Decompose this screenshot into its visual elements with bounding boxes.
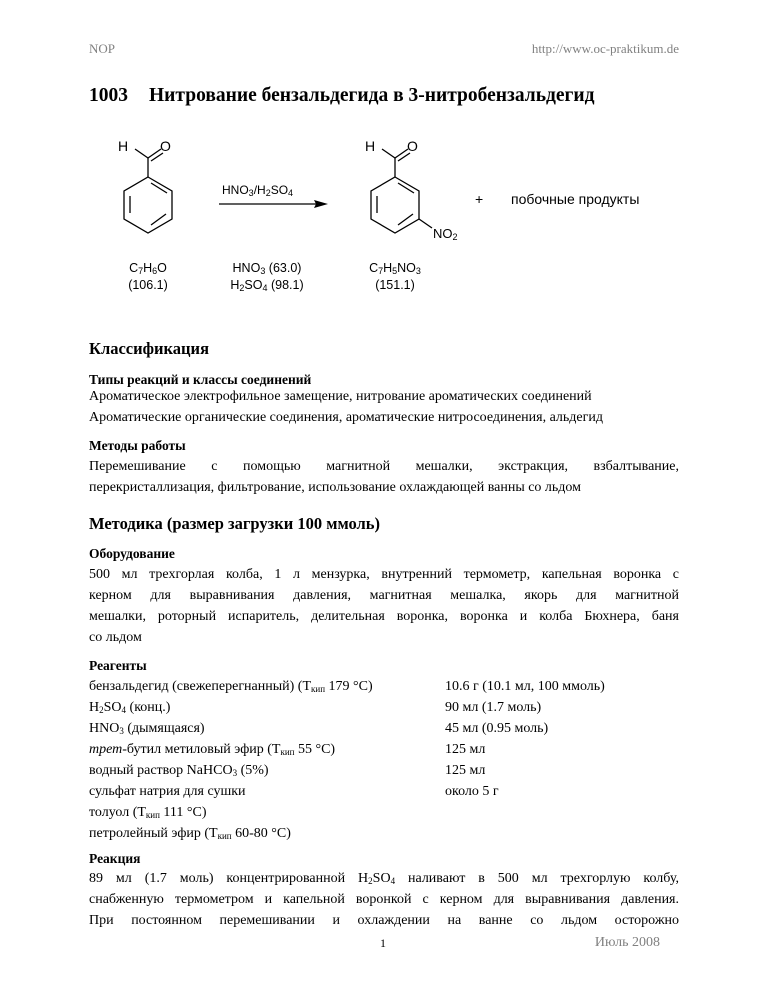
reagent-name: водный раствор NaHCO$_3$ (5%) <box>89 763 269 778</box>
arrow-head <box>314 200 328 208</box>
reagent-name: трет-бутил метиловый эфир ($T_{кип}$ 55 °C) <box>89 742 336 757</box>
procedure-heading: Методика (размер загрузки 100 ммоль) <box>89 514 381 533</box>
reagent-masses: $HNO_3$ (63.0) $H_2SO_4$ (98.1) <box>230 261 304 293</box>
equipment-line-4: со льдом <box>89 630 142 645</box>
reagent-amount: 45 мл (0.95 моль) <box>445 721 549 736</box>
page-number: 1 <box>380 936 386 950</box>
reagent-amount: 10.6 г (10.1 мл, 100 ммоль) <box>445 679 605 694</box>
equipment-line-3: мешалки, роторный испаритель, делительная воронка, воронка и колба Бюхнера, баня <box>89 609 679 624</box>
methods-heading: Методы работы <box>89 438 186 453</box>
product-h-label: H <box>365 138 376 154</box>
reactant-o-label: O <box>160 138 171 154</box>
reagent-name: $HNO_3$ (дымящаяся) <box>89 721 205 736</box>
plus-sign: + <box>475 191 484 207</box>
reagent-name: сульфат натрия для сушки <box>89 784 246 799</box>
reactant-formula: $C_7H_6O$ (106.1) <box>128 261 168 292</box>
product-o-label: O <box>407 138 418 154</box>
reaction-line-2: снабженную термометром и капельной воронкой с керном для выравнивания давления. <box>89 892 679 907</box>
reagent-name: толуол ($T_{кип}$ 111 °C) <box>89 805 207 820</box>
equipment-line-1: 500 мл трехгорлая колба, 1 л мензурка, внутренний термометр, капельная воронка с <box>89 567 679 582</box>
product-mass: (151.1) <box>375 278 415 292</box>
reagent-name: $H_2SO_4$ (конц.) <box>89 700 171 715</box>
reactant-h-label: H <box>118 138 129 154</box>
equipment-heading: Оборудование <box>89 546 175 561</box>
classification-heading: Классификация <box>89 339 209 358</box>
reaction-line-3: При постоянном перемешивании и охлаждении на ванне со льдом осторожно <box>89 913 679 928</box>
reagent-amount: 125 мл <box>445 763 486 778</box>
reaction-line-1: 89 мл (1.7 моль) концентрированной $H_2SO_4$ наливают в 500 мл трехгорлую колбу, <box>89 871 679 886</box>
title-text: Нитрование бензальдегида в 3-нитробензальдегид <box>149 85 595 106</box>
reagents-heading: Реагенты <box>89 658 147 673</box>
reactant-mass: (106.1) <box>128 278 168 292</box>
reagent-amount: 125 мл <box>445 742 486 757</box>
footer-date: Июль 2008 <box>594 935 660 950</box>
title-number: 1003 <box>89 85 128 106</box>
methods-line-1: Перемешивание с помощью магнитной мешалки, экстракция, взбалтывание, <box>89 459 679 474</box>
header-left: NOP <box>89 41 116 56</box>
nitro-label: $NO_2$ <box>433 226 458 242</box>
reagent-name: петролейный эфир ($T_{кип}$ 60-80 °C) <box>89 826 291 841</box>
byproducts-label: побочные продукты <box>511 191 640 207</box>
reagent-name: бензальдегид (свежеперегнанный) ($T_{кип}$ 179 °C) <box>89 679 373 694</box>
benzene-ring-product <box>371 149 432 233</box>
types-line-2: Ароматические органические соединения, ароматические нитросоединения, альдегид <box>89 410 604 425</box>
benzene-ring-reactant <box>124 149 172 233</box>
types-heading: Типы реакций и классы соединений <box>89 372 312 387</box>
methods-line-2: перекристаллизация, фильтрование, использование охлаждающей ванны со льдом <box>89 480 582 495</box>
product-formula: $C_7H_5NO_3$ (151.1) <box>369 261 421 292</box>
equipment-line-2: керном для выравнивания давления, магнитная мешалка, якорь для магнитной <box>89 588 679 603</box>
header-url: http://www.oc-praktikum.de <box>531 41 679 56</box>
types-line-1: Ароматическое электрофильное замещение, нитрование ароматических соединений <box>89 389 592 404</box>
arrow-reagent-label: $HNO_3/H_2SO_4$ <box>222 183 294 198</box>
reaction-heading: Реакция <box>89 851 141 866</box>
reagent-amount: 90 мл (1.7 моль) <box>445 700 542 715</box>
reagent-amount: около 5 г <box>445 784 499 799</box>
